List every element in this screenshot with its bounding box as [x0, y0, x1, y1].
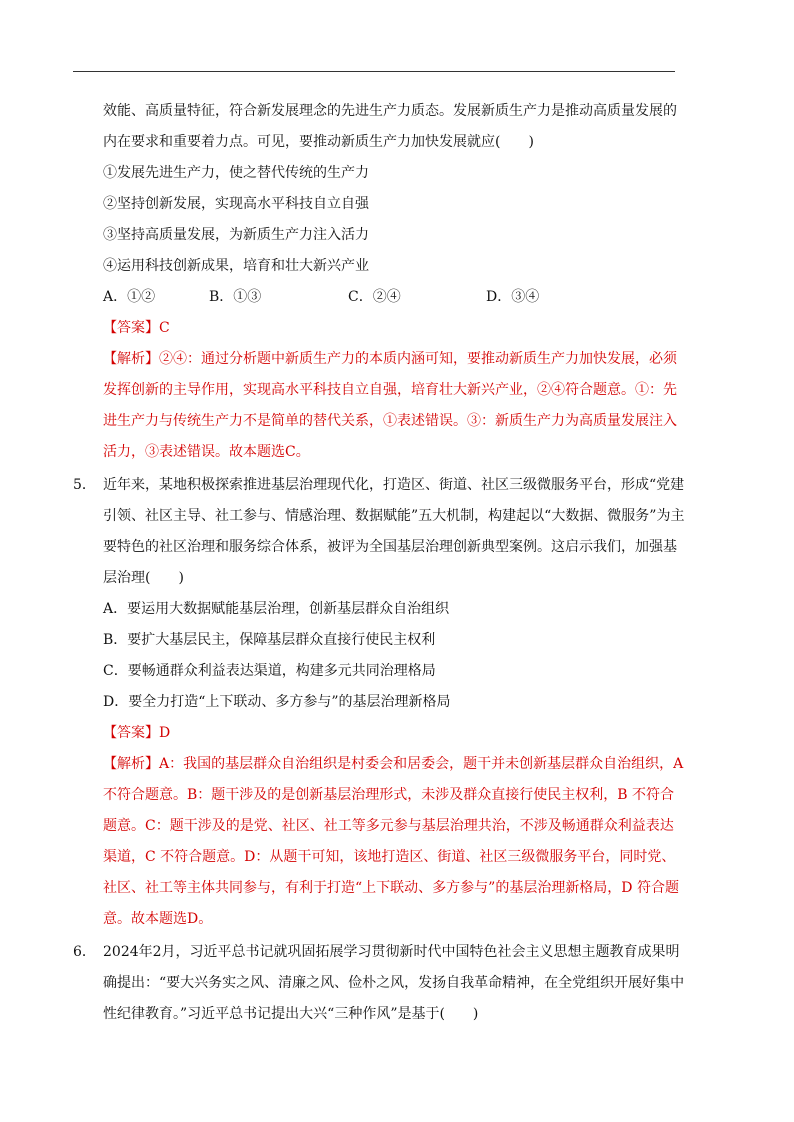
q5-analysis-label: 【解析】: [103, 756, 159, 772]
q5-analysis-line-3: 题意。C：题干涉及的是党、社区、社工等多元参与基层治理共治，不涉及畅通群众利益表达: [103, 818, 674, 834]
q6-stem-line-1: 2024年2月，习近平总书记就巩固拓展学习贯彻新时代中国特色社会主义思想主题教育成果明: [103, 944, 680, 960]
q5-analysis-line-5: 社区、社工等主体共同参与，有利于打造“上下联动、多方参与”的基层治理新格局，D 符合题: [103, 880, 679, 896]
q4-analysis-line-3: 进生产力与传统生产力不是简单的替代关系，①表述错误。③：新质生产力为高质量发展注入: [103, 413, 677, 429]
q5-analysis-line-2: 不符合题意。B：题干涉及的是创新基层治理形式，未涉及群众直接行使民主权利，B 不符合: [103, 787, 675, 803]
q6-number: 6．: [73, 944, 96, 960]
q5-stem-line-1: 近年来，某地积极探索推进基层治理现代化，打造区、街道、社区三级微服务平台，形成“党建: [103, 477, 685, 493]
q4-item-4: ④运用科技创新成果，培育和壮大新兴产业: [103, 258, 369, 274]
q6-stem-line-2: 确提出：“要大兴务实之风、清廉之风、俭朴之风，发扬自我革命精神，在全党组织开展好集中: [103, 975, 685, 991]
q4-option-b: B．①③: [209, 289, 262, 305]
q5-answer-label: 【答案】: [103, 725, 159, 741]
q4-analysis-line-4: 活力，③表述错误。故本题选C。: [103, 444, 310, 460]
q4-item-3: ③坚持高质量发展，为新质生产力注入活力: [103, 227, 369, 243]
q5-option-d: D．要全力打造“上下联动、多方参与”的基层治理新格局: [103, 694, 451, 710]
q4-answer-value: C: [159, 320, 170, 336]
q4-stem-line-2: 内在要求和重要着力点。可见，要推动新质生产力加快发展就应( ): [103, 134, 534, 150]
q4-stem-line-1: 效能、高质量特征，符合新发展理念的先进生产力质态。发展新质生产力是推动高质量发展的: [103, 103, 677, 119]
q5-option-b: B．要扩大基层民主，保障基层群众直接行使民主权利: [103, 632, 436, 648]
q5-answer: [103, 723, 170, 743]
q5-option-a: A．要运用大数据赋能基层治理，创新基层群众自治组织: [103, 601, 450, 617]
q5-answer-value: D: [159, 725, 171, 741]
q5-number: 5．: [73, 477, 96, 493]
q4-analysis-line-1: [103, 349, 677, 369]
q4-answer: [103, 318, 170, 338]
q6-stem-line-3: 性纪律教育。”习近平总书记提出大兴“三种作风”是基于( ): [103, 1006, 479, 1022]
q4-item-2: ②坚持创新发展，实现高水平科技自立自强: [103, 196, 369, 212]
q4-analysis-text-1: ②④：通过分析题中新质生产力的本质内涵可知，要推动新质生产力加快发展，必须: [159, 351, 677, 367]
q4-option-d: D．③④: [486, 289, 540, 305]
q4-answer-label: 【答案】: [103, 320, 159, 336]
q5-analysis-line-6: 意。故本题选D。: [103, 911, 213, 927]
q5-option-c: C．要畅通群众利益表达渠道，构建多元共同治理格局: [103, 663, 436, 679]
q5-stem-line-4: 层治理( ): [103, 570, 184, 586]
q5-stem-line-3: 要特色的社区治理和服务综合体系，被评为全国基层治理创新典型案例。这启示我们，加强基: [103, 539, 677, 555]
q5-analysis-line-1: [103, 754, 683, 774]
q5-analysis-line-4: 渠道，C 不符合题意。D：从题干可知，该地打造区、街道、社区三级微服务平台，同时党、: [103, 849, 676, 865]
q4-analysis-line-2: 发挥创新的主导作用，实现高水平科技自立自强，培育壮大新兴产业，②④符合题意。①：先: [103, 382, 677, 398]
header-rule: [73, 71, 675, 72]
q4-option-a: A．①②: [103, 289, 156, 305]
q4-item-1: ①发展先进生产力，使之替代传统的生产力: [103, 165, 369, 181]
q5-analysis-text-1: A：我国的基层群众自治组织是村委会和居委会，题干并未创新基层群众自治组织，A: [159, 756, 684, 772]
q4-option-c: C．②④: [348, 289, 401, 305]
q4-analysis-label: 【解析】: [103, 351, 159, 367]
q5-stem-line-2: 引领、社区主导、社工参与、情感治理、数据赋能”五大机制，构建起以“大数据、微服务”为主: [103, 508, 685, 524]
